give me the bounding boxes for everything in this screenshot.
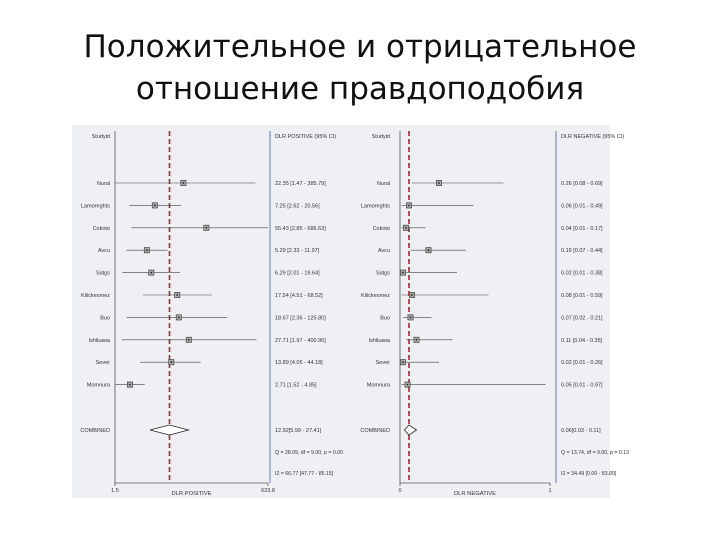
panel1-stats-text: Q = 28.09, df = 9.00, p = 0.00 [275,450,343,456]
panel2-x-axis-label: DLR NEGATIVE [453,491,497,497]
panel1-ci-text: 55.43 [2.85 - 686.63] [275,225,326,232]
panel1-header-ci: DLR POSITIVE (95% CI) [275,134,337,140]
panel2-point-center [410,317,412,319]
panel2-point-center [416,339,418,341]
panel1-point-center [150,272,152,274]
panel1-study-name: Cokoto [92,225,110,232]
panel1-point-center [129,384,131,386]
panel1-combined-label: COMBINED [80,428,110,434]
panel2-point-center [407,384,409,386]
panel1-stats-text: I2 = 66.77 [47.77 - 85.15] [275,471,334,477]
panel2-study-name: Momnura [366,382,390,389]
panel2-study-name: Avcu [377,248,390,255]
panel1-ci-text: 22.35 [1.47 - 385.79] [275,181,326,187]
panel2-ci-text: 0.11 [0.04 - 0.35] [561,337,603,344]
panel1-study-name: Momnura [86,382,110,389]
panel1-ci-text: 2.71 [1.52 - 4.85] [275,382,317,389]
panel1-point-center [154,205,156,207]
panel1-point-center [205,227,207,229]
panel2-ci-text: 0.19 [0.07 - 0.44] [561,248,603,255]
panel2-combined-label: COMBINED [360,428,390,434]
panel1-ci-text: 18.67 [2.36 - 125.80] [275,315,326,322]
panel2-study-name: Lamoreghts [360,203,390,210]
panel1-x-tick-label: 1.5 [111,488,119,494]
panel2-ci-text: 0.08 [0.01 - 0.59] [561,293,603,299]
panel2-ci-text: 0.06 [0.01 - 0.49] [561,203,603,210]
panel2-point-center [402,361,404,363]
panel1-x-tick-label: 633.8 [261,488,275,494]
panel1-x-axis-label: DLR POSITIVE [171,491,212,497]
panel2-ci-text: 0.26 [0.08 - 0.69] [561,181,603,187]
panel2-ci-text: 0.02 [0.01 - 0.38] [561,270,603,277]
panel2-combined-ci-text: 0.06[0.03 - 0.11] [561,428,601,434]
panel1-ci-text: 7.25 [2.62 - 20.56] [275,203,320,210]
panel1-ci-text: 17.54 [4.51 - 68.52] [275,293,323,299]
panel2-study-name: Kilickesmez [360,293,390,299]
panel2-ci-text: 0.04 [0.01 - 0.17] [561,225,603,232]
panel1-study-name: Satgs [95,270,110,277]
panel2-study-name: Buo [380,315,390,322]
panel1-study-name: Ishikawa [88,337,110,344]
panel2-point-center [408,205,410,207]
panel1-header-studyid: Studyid [91,134,110,140]
slide-title-line1: Положительное и отрицательное [83,29,637,65]
panel2-point-center [438,182,440,184]
panel2-study-name: Nural [376,181,390,187]
panel2-study-name: Ishikawa [368,337,390,344]
panel2-point-center [428,249,430,251]
panel1-study-name: Avcu [97,248,110,255]
panel2-stats-text: I2 = 34.49 [0.00 - 83.89] [561,471,617,477]
panel2-study-name: Sever [375,360,390,367]
panel1-ci-text: 6.29 [2.01 - 19.64] [275,270,320,277]
panel1-point-center [176,294,178,296]
panel2-point-center [411,294,413,296]
slide-title-line2: отношение правдоподобия [135,71,585,107]
slide-title [40,26,680,110]
panel1-study-name: Buo [100,315,110,322]
panel1-ci-text: 5.29 [2.33 - 11.97] [275,248,320,255]
panel1-combined-ci-text: 12.92[5.99 - 27.41] [275,428,322,434]
panel2-header-studyid: Studyid [371,134,390,140]
panel2-ci-text: 0.07 [0.02 - 0.21] [561,315,603,322]
panel2-x-tick-label: 0 [398,488,402,494]
panel2-combined-diamond [405,425,417,435]
panel1-point-center [182,182,184,184]
panel2-stats-text: Q = 13.74, df = 9.00, p = 0.13 [561,450,629,456]
panel1-point-center [178,317,180,319]
panel2-ci-text: 0.05 [0.01 - 0.97] [561,382,603,389]
panel2-header-ci: DLR NEGATIVE (95% CI) [561,134,625,140]
panel1-point-center [170,361,172,363]
panel1-study-name: Kilickesmez [80,293,110,299]
panel1-point-center [188,339,190,341]
panel2-study-name: Satgs [375,270,390,277]
forest-plot-figure [72,125,629,498]
panel1-study-name: Nural [96,181,110,187]
panel1-ci-text: 13.89 [4.05 - 44.18] [275,360,323,367]
panel2-x-tick-label: 1 [548,488,552,494]
panel1-combined-diamond [150,425,188,435]
panel2-study-name: Cokoto [372,225,390,232]
panel2-point-center [405,227,407,229]
panel2-ci-text: 0.02 [0.01 - 0.26] [561,360,603,367]
panel1-study-name: Lamoreghts [80,203,110,210]
forest-plots-svg [72,125,629,498]
panel1-point-center [146,249,148,251]
panel2-point-center [402,272,404,274]
panel1-study-name: Sever [95,360,110,367]
panel1-ci-text: 27.71 [1.97 - 400.90] [275,337,326,344]
